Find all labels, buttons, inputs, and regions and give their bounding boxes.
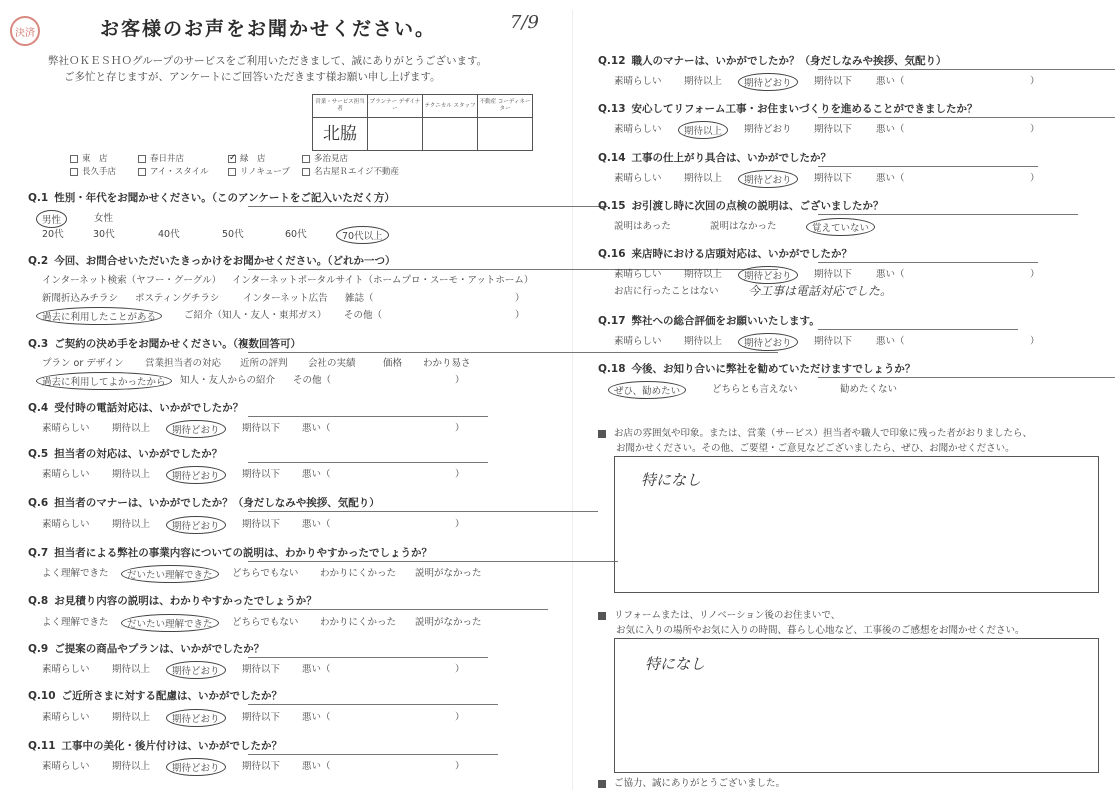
question-text: 工事の仕上がり具合は、いかがでしたか？ [631,152,832,164]
answer-option[interactable]: ） [1030,173,1040,184]
answer-option[interactable]: 素晴らしい [42,664,90,675]
question-number: Q.18 [598,363,626,375]
question-number: Q.7 [28,547,49,559]
square-bullet-icon [598,780,606,788]
answer-option[interactable]: わかりにくかった [320,617,397,628]
answer-option[interactable]: ） [515,293,525,304]
answer-option[interactable]: ） [515,310,525,321]
answer-option[interactable]: ） [1030,124,1040,135]
question-2 [28,253,395,268]
answer-option[interactable]: 近所の評判 [240,358,288,369]
answer-option[interactable]: 女性 [94,213,114,224]
answer-option[interactable]: その他（ [344,310,383,321]
question-underline [248,206,608,207]
question-text: 受付時の電話対応は、いかがでしたか？ [54,402,244,414]
answer-option[interactable]: どちらとも言えない [712,384,798,395]
question-7 [28,545,432,560]
store-option[interactable] [302,165,399,177]
answer-option[interactable]: 期待以下 [242,423,281,434]
checkbox-icon[interactable]: ✓ [229,152,237,163]
selected-option[interactable]: 期待どおり [166,420,226,438]
question-1 [28,190,395,205]
answer-option[interactable]: 期待以上 [684,336,723,347]
question-number: Q.5 [28,448,49,460]
answer-option[interactable]: 50代 [222,229,244,240]
answer-option[interactable]: 期待以下 [242,519,281,530]
answer-option[interactable]: 60代 [285,229,307,240]
question-17 [598,313,820,328]
store-option[interactable] [70,165,116,177]
answer-option[interactable]: ポスティングチラシ [135,293,220,304]
answer-option[interactable]: 知人・友人からの紹介 [180,375,276,386]
comment1-box[interactable] [614,456,1099,593]
question-underline [818,214,1078,215]
checkbox-icon[interactable] [70,168,78,176]
question-number: Q.17 [598,315,626,327]
question-text: 弊社への総合評価をお願いいたします。 [631,315,820,327]
question-underline [818,262,1038,263]
store-option[interactable] [228,152,266,164]
question-text: 担当者の対応は、いかがでしたか？ [54,448,223,460]
answer-option[interactable]: 悪い（ [302,712,331,723]
question-text: お引渡し時に次回の点検の説明は、ございましたか？ [631,200,884,212]
store-option[interactable] [302,152,348,164]
answer-option[interactable]: 悪い（ [302,423,331,434]
answer-option[interactable]: インターネット検索（ヤフー・グーグル） [42,275,222,286]
question-underline [248,657,488,658]
store-label: 緑 店 [240,154,266,164]
selected-option[interactable]: 70代以上 [336,226,389,244]
question-underline [248,462,488,463]
staff-value-technical[interactable] [423,118,478,151]
question-underline [248,704,498,705]
question-4 [28,400,243,415]
square-bullet-icon [598,612,606,620]
question-number: Q.14 [598,152,626,164]
answer-option[interactable]: どちらでもない [232,617,299,628]
answer-option[interactable]: ） [455,375,465,386]
staff-header-sales: 営業・サービス担当者 [313,95,368,118]
checkbox-icon[interactable] [138,168,146,176]
question-9 [28,641,264,656]
answer-option[interactable]: 20代 [42,229,64,240]
selected-option[interactable]: 期待どおり [738,333,798,351]
selected-option[interactable]: 期待どおり [166,758,226,776]
selected-option[interactable]: 覚えていない [806,218,875,236]
store-label: 長久手店 [82,167,117,177]
question-14 [598,150,831,165]
staff-header-technical: テクニカル スタッフ [423,95,478,118]
answer-option[interactable]: わかり易さ [423,358,471,369]
answer-option[interactable]: ） [455,469,465,480]
answer-option[interactable]: 素晴らしい [42,519,90,530]
answer-option[interactable]: ご紹介（知人・友人・東邦ガス） [184,310,327,321]
selected-option[interactable]: 期待以上 [678,121,728,139]
question-underline [248,352,778,353]
store-option[interactable] [70,152,108,164]
answer-option[interactable]: ） [455,712,465,723]
question-number: Q.8 [28,595,49,607]
answer-option[interactable]: 期待以下 [814,124,853,135]
answer-option[interactable]: 悪い（ [302,469,331,480]
selected-option[interactable]: 過去に利用したことがある [36,307,162,325]
checkbox-icon[interactable] [70,155,78,163]
answer-option[interactable]: 期待以上 [112,423,151,434]
question-number: Q.15 [598,200,626,212]
answer-option[interactable]: 期待以下 [242,664,281,675]
question-underline [818,117,1115,118]
answer-option[interactable]: 期待以上 [112,761,151,772]
answer-option[interactable]: 新聞折込みチラシ [42,293,119,304]
comment1-prompt-line2: お聞かせください。その他、ご要望・ご意見などございましたら、ぜひ、お聞かせください。 [616,443,1015,454]
store-label: 春日井店 [150,154,185,164]
question-number: Q.11 [28,740,56,752]
answer-option[interactable]: 期待以上 [112,664,151,675]
staff-value-realestate[interactable] [478,118,533,151]
answer-option[interactable]: 悪い（ [876,173,905,184]
staff-table [312,94,533,151]
question-number: Q.13 [598,103,626,115]
question-text: 担当者のマナーは、いかがでしたか？（身だしなみや挨拶、気配り） [54,497,380,509]
question-text: 安心してリフォーム工事・お住まいづくりを進めることができましたか？ [631,103,978,115]
answer-option[interactable]: 素晴らしい [42,761,90,772]
approval-stamp: 決済 [10,16,40,46]
answer-option[interactable]: 期待以下 [242,469,281,480]
question-underline [818,166,1038,167]
store-label: 東 店 [82,154,108,164]
question-text: ご提案の商品やプランは、いかがでしたか？ [54,643,265,655]
comment2-prompt: リフォームまたは、リノベーション後のお住まいで、 [598,607,840,621]
answer-option[interactable]: 期待以上 [684,76,723,87]
question-underline [248,754,498,755]
page-fold [572,10,573,790]
question-6 [28,495,380,510]
question-underline [818,329,1018,330]
comment2-prompt-line2: お気に入りの場所やお気に入りの時間、暮らし心地など、工事後のご感想をお聞かせください。 [616,625,1025,636]
comment2-text: 特になし [645,655,706,673]
question-15 [598,198,884,213]
answer-option[interactable]: 期待以下 [814,269,853,280]
answer-option[interactable]: ） [455,761,465,772]
staff-header-realestate: 不動産 コーディネーター [478,95,533,118]
store-option[interactable] [138,165,209,177]
answer-option[interactable]: 素晴らしい [42,712,90,723]
question-text: 工事中の美化・後片付けは、いかがでしたか？ [61,740,283,752]
question-underline [248,561,618,562]
answer-option[interactable]: ） [1030,269,1040,280]
question-underline [248,609,548,610]
question-text: 担当者による弊社の事業内容についての説明は、わかりやすかったでしょうか？ [54,547,433,559]
staff-value-planner[interactable] [368,118,423,151]
selected-option[interactable]: 期待どおり [738,73,798,91]
question-number: Q.12 [598,55,626,67]
question-number: Q.10 [28,690,56,702]
answer-option[interactable]: 素晴らしい [614,76,662,87]
question-18 [598,361,915,376]
staff-value-sales[interactable]: 北脇 [313,118,368,151]
selected-option[interactable]: 期待どおり [166,661,226,679]
answer-option[interactable]: 期待以上 [684,269,723,280]
question-number: Q.1 [28,192,49,204]
selected-option[interactable]: 期待どおり [166,709,226,727]
checkbox-icon[interactable] [138,155,146,163]
question-3 [28,336,301,351]
answer-option[interactable]: 素晴らしい [614,269,662,280]
question-number: Q.4 [28,402,49,414]
answer-option[interactable]: インターネット広告 [243,293,328,304]
question-text: 職人のマナーは、いかがでしたか？（身だしなみや挨拶、気配り） [631,55,947,67]
comment2-box[interactable] [614,638,1099,773]
intro-line-2: ご多忙と存じますが、アンケートにご回答いただきます様お願い申し上げます。 [64,71,441,83]
question-5 [28,446,222,461]
comment1-prompt: お店の雰囲気や印象。または、営業（サービス）担当者や職人で印象に残った者がおりましたら、 [598,425,1032,439]
answer-option[interactable]: 素晴らしい [42,469,90,480]
selected-option[interactable]: ぜひ、勧めたい [608,381,686,399]
handwritten-date: 7/9 [510,12,539,33]
answer-option[interactable]: プラン or デザイン [42,358,124,369]
question-16 [598,246,852,261]
answer-option[interactable]: 勧めたくない [840,384,898,395]
answer-option[interactable]: 期待以下 [242,761,281,772]
answer-option[interactable]: 期待以上 [112,712,151,723]
question-underline [818,377,1115,378]
answer-option[interactable]: 悪い（ [876,76,905,87]
answer-option[interactable]: お店に行ったことはない [614,286,719,297]
intro-line-1: 弊社ＯＫＥＳＨＯグループのサービスをご利用いただきまして、誠にありがとうございます。 [48,55,488,67]
answer-option[interactable]: ） [455,664,465,675]
question-number: Q.9 [28,643,49,655]
answer-option[interactable]: 期待以上 [112,469,151,480]
answer-option[interactable]: ） [1030,76,1040,87]
thanks-line: ご協力、誠にありがとうございました。 [598,775,785,789]
question-underline [818,69,1115,70]
answer-option[interactable]: 素晴らしい [42,423,90,434]
comment1-text: 特になし [641,471,702,489]
selected-option[interactable]: 期待どおり [166,516,226,534]
answer-option[interactable]: 40代 [158,229,180,240]
answer-option[interactable]: 期待以上 [112,519,151,530]
selected-option[interactable]: だいたい理解できた [121,614,219,632]
question-8 [28,593,317,608]
question-text: ご近所さまに対する配慮は、いかがでしたか？ [61,690,283,702]
answer-option[interactable]: 説明がなかった [415,568,482,579]
answer-option[interactable]: 悪い（ [876,124,905,135]
answer-option[interactable]: 期待以下 [814,336,853,347]
store-label: リノキューブ [240,167,290,177]
store-label: 名古屋Ｒエイジ不動産 [314,167,400,177]
store-option[interactable] [228,165,290,177]
answer-option[interactable]: 期待以下 [814,76,853,87]
question-text: 今後、お知り合いに弊社を勧めていただけますでしょうか？ [631,363,916,375]
answer-option[interactable]: 会社の実績 [308,358,356,369]
question-underline [248,416,488,417]
answer-option[interactable]: 期待以下 [242,712,281,723]
answer-option[interactable]: 期待どおり [744,124,792,135]
question-number: Q.6 [28,497,49,509]
store-label: アイ・スタイル [150,167,209,177]
answer-option[interactable]: 説明はなかった [710,221,777,232]
answer-option[interactable]: 素晴らしい [614,173,662,184]
answer-option[interactable]: 悪い（ [876,336,905,347]
answer-option[interactable]: 素晴らしい [614,124,662,135]
question-text: お見積り内容の説明は、わかりやすかったでしょうか？ [54,595,317,607]
question-12 [598,53,947,68]
question-text: ご契約の決め手をお聞かせください。（複数回答可） [54,338,301,350]
staff-header-planner: プランナー デザイナー [368,95,423,118]
answer-option[interactable]: 30代 [93,229,115,240]
selected-option[interactable]: 期待どおり [738,170,798,188]
question-10 [28,688,282,703]
question-text: 来店時における店頭対応は、いかがでしたか？ [631,248,853,260]
q16-handwritten-note: 今工事は電話対応でした。 [748,284,893,298]
answer-option[interactable]: 期待以上 [684,173,723,184]
square-bullet-icon [598,430,606,438]
checkbox-icon[interactable] [302,168,310,176]
answer-option[interactable]: 説明がなかった [415,617,482,628]
answer-option[interactable]: よく理解できた [42,617,109,628]
selected-option[interactable]: 男性 [36,210,67,228]
page-title: お客様のお声をお聞かせください。 [100,18,437,40]
question-text: 今回、お問合せいただいたきっかけをお聞かせください。（どれか一つ） [54,255,396,267]
answer-option[interactable]: 悪い（ [302,664,331,675]
answer-option[interactable]: ） [455,519,465,530]
selected-option[interactable]: だいたい理解できた [121,565,219,583]
answer-option[interactable]: 悪い（ [876,269,905,280]
answer-option[interactable]: よく理解できた [42,568,109,579]
answer-option[interactable]: インターネットポータルサイト（ホームプロ・スーモ・アットホーム） [232,275,534,286]
answer-option[interactable]: 営業担当者の対応 [145,358,222,369]
answer-option[interactable]: 説明はあった [614,221,671,232]
question-underline [248,511,598,512]
answer-option[interactable]: どちらでもない [232,568,299,579]
answer-option[interactable]: 雑誌（ [345,293,374,304]
checkbox-icon[interactable] [228,168,236,176]
question-text: 性別・年代をお聞かせください。（このアンケートをご記入いただく方） [54,192,395,204]
answer-option[interactable]: 期待以下 [814,173,853,184]
checkbox-icon[interactable] [302,155,310,163]
question-number: Q.3 [28,338,49,350]
store-label: 多治見店 [314,154,349,164]
answer-option[interactable]: ） [455,423,465,434]
answer-option[interactable]: 悪い（ [302,761,331,772]
answer-option[interactable]: ） [1030,336,1040,347]
question-13 [598,101,978,116]
answer-option[interactable]: わかりにくかった [320,568,397,579]
store-option[interactable] [138,152,184,164]
question-number: Q.16 [598,248,626,260]
selected-option[interactable]: 期待どおり [166,466,226,484]
question-11 [28,738,282,753]
question-number: Q.2 [28,255,49,267]
selected-option[interactable]: 過去に利用してよかったから [36,372,172,390]
selected-option[interactable]: 期待どおり [738,266,798,284]
answer-option[interactable]: その他（ [293,375,332,386]
answer-option[interactable]: 悪い（ [302,519,331,530]
answer-option[interactable]: 素晴らしい [614,336,662,347]
answer-option[interactable]: 価格 [383,358,403,369]
